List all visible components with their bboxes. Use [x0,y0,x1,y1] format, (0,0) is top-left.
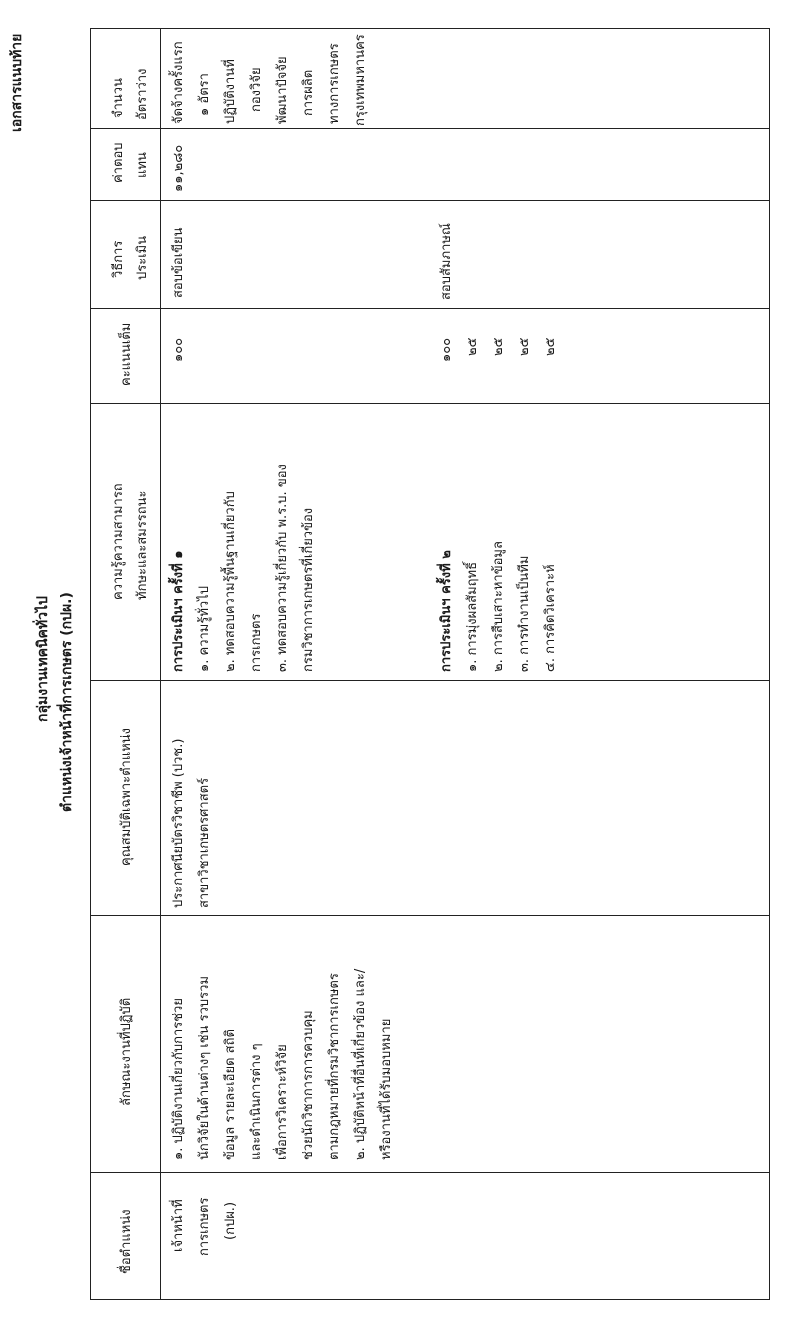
vacancy-line: การผลิต [301,69,316,116]
position-name-line: (กปผ.) [223,1201,238,1240]
position-name-line: เจ้าหน้าที่ [171,1199,186,1252]
header-vacancy: อัตราว่าง [135,68,150,120]
table-frame [90,28,770,1300]
vacancy-line: ปฏิบัติงานที่ [223,59,238,124]
col-divider [90,680,770,681]
col-divider [90,403,770,404]
competency-item: ๑. การมุ่งผลสัมฤทธิ์ [465,561,480,672]
score-item: ๒๕ [465,337,480,356]
header-divider [160,28,161,1300]
vacancy-line: จัดจ้างครั้งแรก [171,41,186,124]
col-divider [90,128,770,129]
appendix-label: เอกสารแนบท้าย [9,33,25,132]
competency-item: ๒. ทดสอบความรู้พื้นฐานเกี่ยวกับ [223,491,238,672]
qualification-line: ประกาศนียบัตรวิชาชีพ (ปวช.) [171,738,186,908]
method-round1: สอบข้อเขียน [171,227,186,298]
qualification-line: สาขาวิชาเกษตรศาสตร์ [197,777,212,908]
col-divider [90,915,770,916]
duty-line: ช่วยนักวิชาการการควบคุม [301,1010,316,1160]
vacancy-line: กองวิจัย [249,67,264,112]
header-method: วิธีการ [111,240,126,278]
header-method: ประเมิน [135,235,150,280]
competency-item: ๔. การคิดวิเคราะห์ [543,564,558,672]
duty-line: ๑. ปฏิบัติงานเกี่ยวกับการช่วย [171,998,186,1160]
header-pay: แทน [135,152,150,178]
competency-item: การเกษตร [249,613,264,672]
header-position-name: ชื่อตำแหน่ง [119,1209,134,1274]
duty-line: ๒. ปฏิบัติหน้าที่อื่นที่เกี่ยวข้อง และ/ [353,968,368,1160]
competency-item: ๓. ทดสอบความรู้เกี่ยวกับ พ.ร.บ. ของ [275,464,290,672]
method-round2: สอบสัมภาษณ์ [439,223,454,300]
header-competency: ทักษะและสมรรถนะ [135,490,150,600]
position-name-line: การเกษตร [197,1197,212,1256]
col-divider [90,308,770,309]
competency-round2-title: การประเมินฯ ครั้งที่ ๒ [439,550,454,672]
header-pay: ค่าตอบ [111,142,126,183]
vacancy-line: ทางการเกษตร [327,43,342,124]
duty-line: เพื่อการวิเคราะห์วิจัย [275,1044,290,1160]
col-divider [90,200,770,201]
duty-line: ตามกฎหมายที่กรมวิชาการเกษตร [327,973,342,1160]
score-round1: ๑๐๐ [171,337,186,362]
score-item: ๒๕ [491,337,506,356]
duty-line: ข้อมูล รายละเอียด สถิติ [223,1029,238,1160]
header-qualifications: คุณสมบัติเฉพาะตำแหน่ง [119,727,134,866]
competency-round1-title: การประเมินฯ ครั้งที่ ๑ [171,550,186,672]
score-item: ๒๕ [517,337,532,356]
header-competency: ความรู้ความสามารถ [111,483,126,600]
vacancy-line: ๑ อัตรา [197,73,212,116]
competency-item: กรมวิชาการเกษตรที่เกี่ยวข้อง [301,507,316,672]
pay-value: ๑๑,๒๘๐ [171,144,186,192]
competency-item: ๓. การทำงานเป็นทีม [517,555,532,672]
col-divider [90,1172,770,1173]
vacancy-line: พัฒนาปัจจัย [275,56,290,124]
score-item: ๒๕ [543,337,558,356]
duty-line: และดำเนินการต่าง ๆ [249,1043,264,1160]
competency-item: ๒. การสืบเสาะหาข้อมูล [491,541,506,672]
position-title: ตำแหน่งเจ้าหน้าที่การเกษตร (กปผ.) [59,592,75,812]
competency-item: ๑. ความรู้ทั่วไป [197,585,212,672]
header-vacancy: จำนวน [111,78,126,118]
group-title: กลุ่มงานเทคนิคทั่วไป [35,596,51,722]
duty-line: นักวิจัยในด้านต่างๆ เช่น รวบรวม [197,975,212,1160]
header-duties: ลักษณะงานที่ปฏิบัติ [119,997,134,1106]
duty-line: หรืองานที่ได้รับมอบหมาย [379,1018,394,1160]
score-round2: ๑๐๐ [439,337,454,362]
vacancy-line: กรุงเทพมหานคร [353,34,368,126]
header-full-score: คะแนนเต็ม [119,322,134,386]
